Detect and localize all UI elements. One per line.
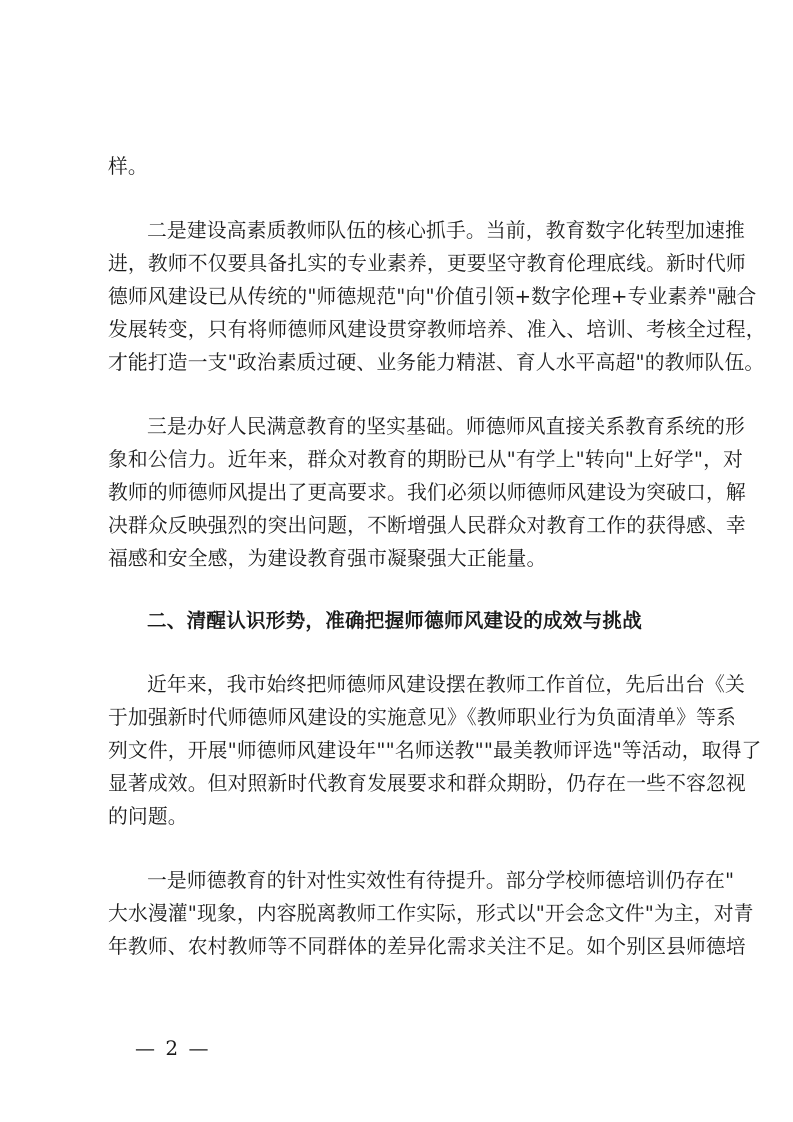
page-number: — 2 — — [135, 1036, 211, 1060]
text-line: 的问题。 — [108, 805, 188, 828]
text-line: 样。 — [108, 155, 148, 178]
text-line: 象和公信力。近年来，群众对教育的期盼已从"有学上"转向"上好学"，对 — [108, 448, 743, 471]
text-line: 决群众反映强烈的突出问题，不断增强人民群众对教育工作的获得感、幸 — [108, 514, 746, 537]
text-line: 近年来，我市始终把师德师风建设摆在教师工作首位，先后出台《关 — [147, 673, 745, 696]
text-line: 发展转变，只有将师德师风建设贯穿教师培养、准入、培训、考核全过程， — [108, 318, 766, 341]
text-line: 才能打造一支"政治素质过硬、业务能力精湛、育人水平高超"的教师队伍。 — [108, 351, 765, 374]
text-line: 一是师德教育的针对性实效性有待提升。部分学校师德培训仍存在" — [147, 869, 735, 892]
text-line: 列文件，开展"师德师风建设年""名师送教""最美教师评选"等活动，取得了 — [108, 739, 762, 762]
text-line: 德师风建设已从传统的"师德规范"向"价值引领+数字伦理+专业素养"融合 — [108, 285, 757, 308]
section-heading: 二、清醒认识形势，准确把握师德师风建设的成效与挑战 — [147, 609, 643, 632]
text-line: 二是建设高素质教师队伍的核心抓手。当前，教育数字化转型加速推 — [147, 219, 745, 242]
text-line: 年教师、农村教师等不同群体的差异化需求关注不足。如个别区县师德培 — [108, 935, 746, 958]
text-line: 三是办好人民满意教育的坚实基础。师德师风直接关系教育系统的形 — [147, 415, 745, 438]
text-line: 于加强新时代师德师风建设的实施意见》《教师职业行为负面清单》等系 — [108, 706, 736, 729]
text-line: 教师的师德师风提出了更高要求。我们必须以师德师风建设为突破口，解 — [108, 481, 746, 504]
text-line: 福感和安全感，为建设教育强市凝聚强大正能量。 — [108, 547, 547, 570]
text-line: 大水漫灌"现象，内容脱离教师工作实际，形式以"开会念文件"为主，对青 — [108, 902, 754, 925]
text-line: 显著成效。但对照新时代教育发展要求和群众期盼，仍存在一些不容忽视 — [108, 772, 746, 795]
text-line: 进，教师不仅要具备扎实的专业素养，更要坚守教育伦理底线。新时代师 — [108, 252, 746, 275]
